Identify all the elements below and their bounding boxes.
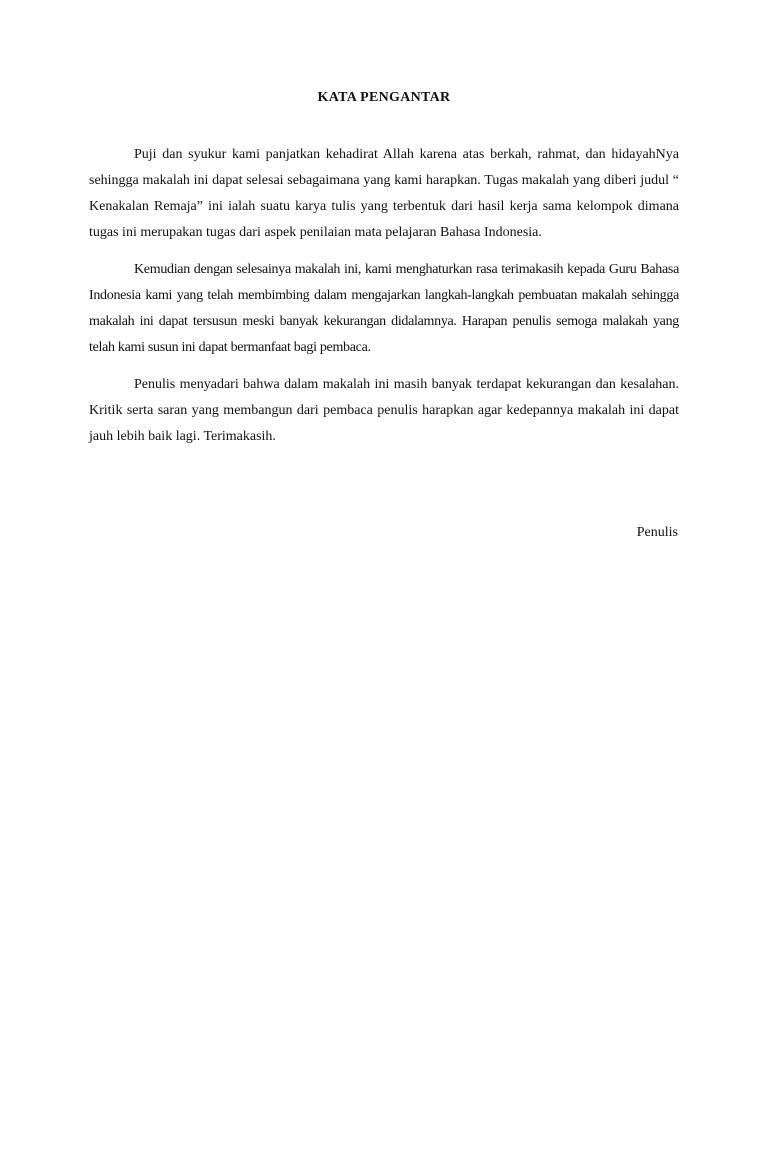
paragraph-2: Kemudian dengan selesainya makalah ini, kami menghaturkan rasa terimakasih kepada Guru Bahasa Indonesia kami yang telah membimbing dalam mengajarkan langkah-langkah pembuatan makalah sehingga makalah ini dapat tersusun meski banyak kekurangan didalamnya. Harapan penulis semoga malakah yang telah kami susun ini dapat bermanfaat bagi pembaca.	[89, 262, 679, 355]
document-title: KATA PENGANTAR	[317, 90, 451, 105]
paragraph-3: Penulis menyadari bahwa dalam makalah ini masih banyak terdapat kekurangan dan kesalahan. Kritik serta saran yang membangun dari pembaca penulis harapkan agar kedepannya makalah ini dapat jauh lebih baik lagi. Terimakasih.	[89, 377, 679, 444]
document-body	[89, 142, 679, 461]
paragraph-1: Puji dan syukur kami panjatkan kehadirat Allah karena atas berkah, rahmat, dan hidayahNya sehingga makalah ini dapat selesai sebagaimana yang kami harapkan. Tugas makalah yang diberi judul “ Kenakalan Remaja” ini ialah suatu karya tulis yang terbentuk dari hasil kerja sama kelompok dimana tugas ini merupakan tugas dari aspek penilaian mata pelajaran Bahasa Indonesia.	[89, 147, 679, 240]
signature: Penulis	[636, 525, 678, 540]
